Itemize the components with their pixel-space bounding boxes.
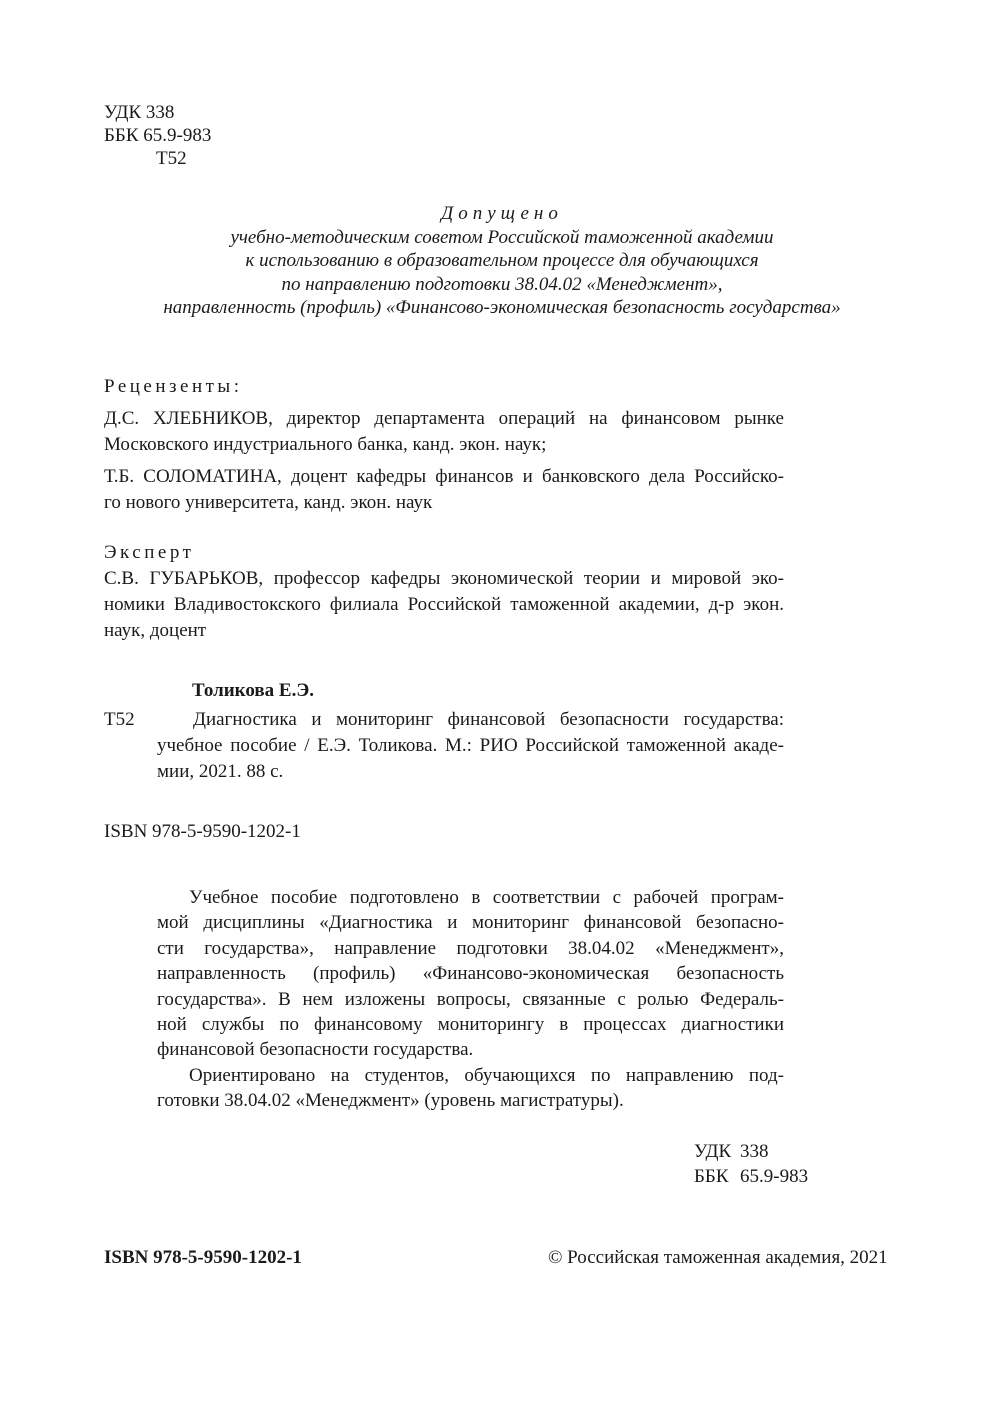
approval-line: учебно-методическим советом Российской таможенной академии <box>230 226 774 248</box>
isbn: ISBN 978-5-9590-1202-1 <box>104 821 301 842</box>
abstract <box>157 885 784 1114</box>
abstract-line: Учебное пособие подготовлено в соответствии с рабочей програм- <box>189 887 784 908</box>
bib-author: Толикова Е.Э. <box>192 680 314 701</box>
abstract-line: направленность (профиль) «Финансово-экономическая безопасность <box>157 963 784 985</box>
approval-line: направленность (профиль) «Финансово-экономическая безопасность государства» <box>163 297 841 318</box>
expert-line: С.В. ГУБАРЬКОВ, профессор кафедры экономической теории и мировой эко- <box>104 568 784 589</box>
reviewer-line: Московского индустриального банка, канд. экон. наук; <box>104 434 547 455</box>
bbk-code: ББК 65.9-983 <box>104 125 212 146</box>
abstract-line: сти государства», направление подготовки 38.04.02 «Менеджмент», <box>157 937 784 959</box>
abstract-paragraph <box>157 885 784 1063</box>
reviewers-label: Рецензенты: <box>104 376 243 397</box>
udk-value: 338 <box>740 1141 769 1162</box>
abstract-line: Ориентировано на студентов, обучающихся по направлению под- <box>189 1064 784 1086</box>
udk-label: УДК <box>694 1141 732 1162</box>
approval-heading: Допущено <box>441 203 563 224</box>
bib-description <box>157 707 784 785</box>
expert-section <box>104 540 784 644</box>
approval-block <box>0 202 1004 320</box>
bib-author-mark: Т52 <box>104 709 135 730</box>
approval-line: по направлению подготовки 38.04.02 «Менеджмент», <box>281 273 723 295</box>
author-mark: Т52 <box>156 148 187 169</box>
top-classification-codes <box>104 101 211 170</box>
bottom-bbk <box>694 1164 808 1189</box>
udk-code: УДК 338 <box>104 102 175 123</box>
abstract-line: финансовой безопасности государства. <box>157 1039 474 1061</box>
reviewer-line: Т.Б. СОЛОМАТИНА, доцент кафедры финансов и банковского дела Российско- <box>104 466 784 487</box>
footer-isbn: ISBN 978-5-9590-1202-1 <box>104 1247 302 1268</box>
bib-line: мии, 2021. 88 с. <box>157 761 284 782</box>
expert-label: Эксперт <box>104 542 195 563</box>
abstract-paragraph <box>157 1063 784 1114</box>
bbk-value: 65.9-983 <box>740 1166 809 1187</box>
bib-line: Диагностика и мониторинг финансовой безопасности государства: <box>193 709 784 730</box>
reviewer-line: го нового университета, канд. экон. наук <box>104 492 433 513</box>
reviewer-line: Д.С. ХЛЕБНИКОВ, директор департамента операций на финансовом рынке <box>104 408 784 429</box>
bottom-udk <box>694 1139 808 1164</box>
bottom-classification-codes <box>694 1139 808 1189</box>
bib-line: учебное пособие / Е.Э. Толикова. М.: РИО Российской таможенной акаде- <box>157 735 784 756</box>
abstract-line: мой дисциплины «Диагностика и мониторинг финансовой безопасно- <box>157 912 784 934</box>
abstract-line: готовки 38.04.02 «Менеджмент» (уровень магистратуры). <box>157 1090 624 1112</box>
bbk-label: ББК <box>694 1166 729 1187</box>
expert-line: номики Владивостокского филиала Российской таможенной академии, д-р экон. <box>104 594 784 615</box>
reviewer-entry <box>104 464 784 516</box>
approval-line: к использованию в образовательном процессе для обучающихся <box>245 250 759 271</box>
copyright-notice: © Российская таможенная академия, 2021 <box>548 1247 888 1268</box>
abstract-line: ной службы по финансовому мониторингу в процессах диагностики <box>157 1014 784 1036</box>
reviewer-entry <box>104 406 784 458</box>
reviewers-section <box>104 374 784 516</box>
expert-line: наук, доцент <box>104 620 207 641</box>
abstract-line: государства». В нем изложены вопросы, связанные с ролью Федераль- <box>157 988 784 1010</box>
